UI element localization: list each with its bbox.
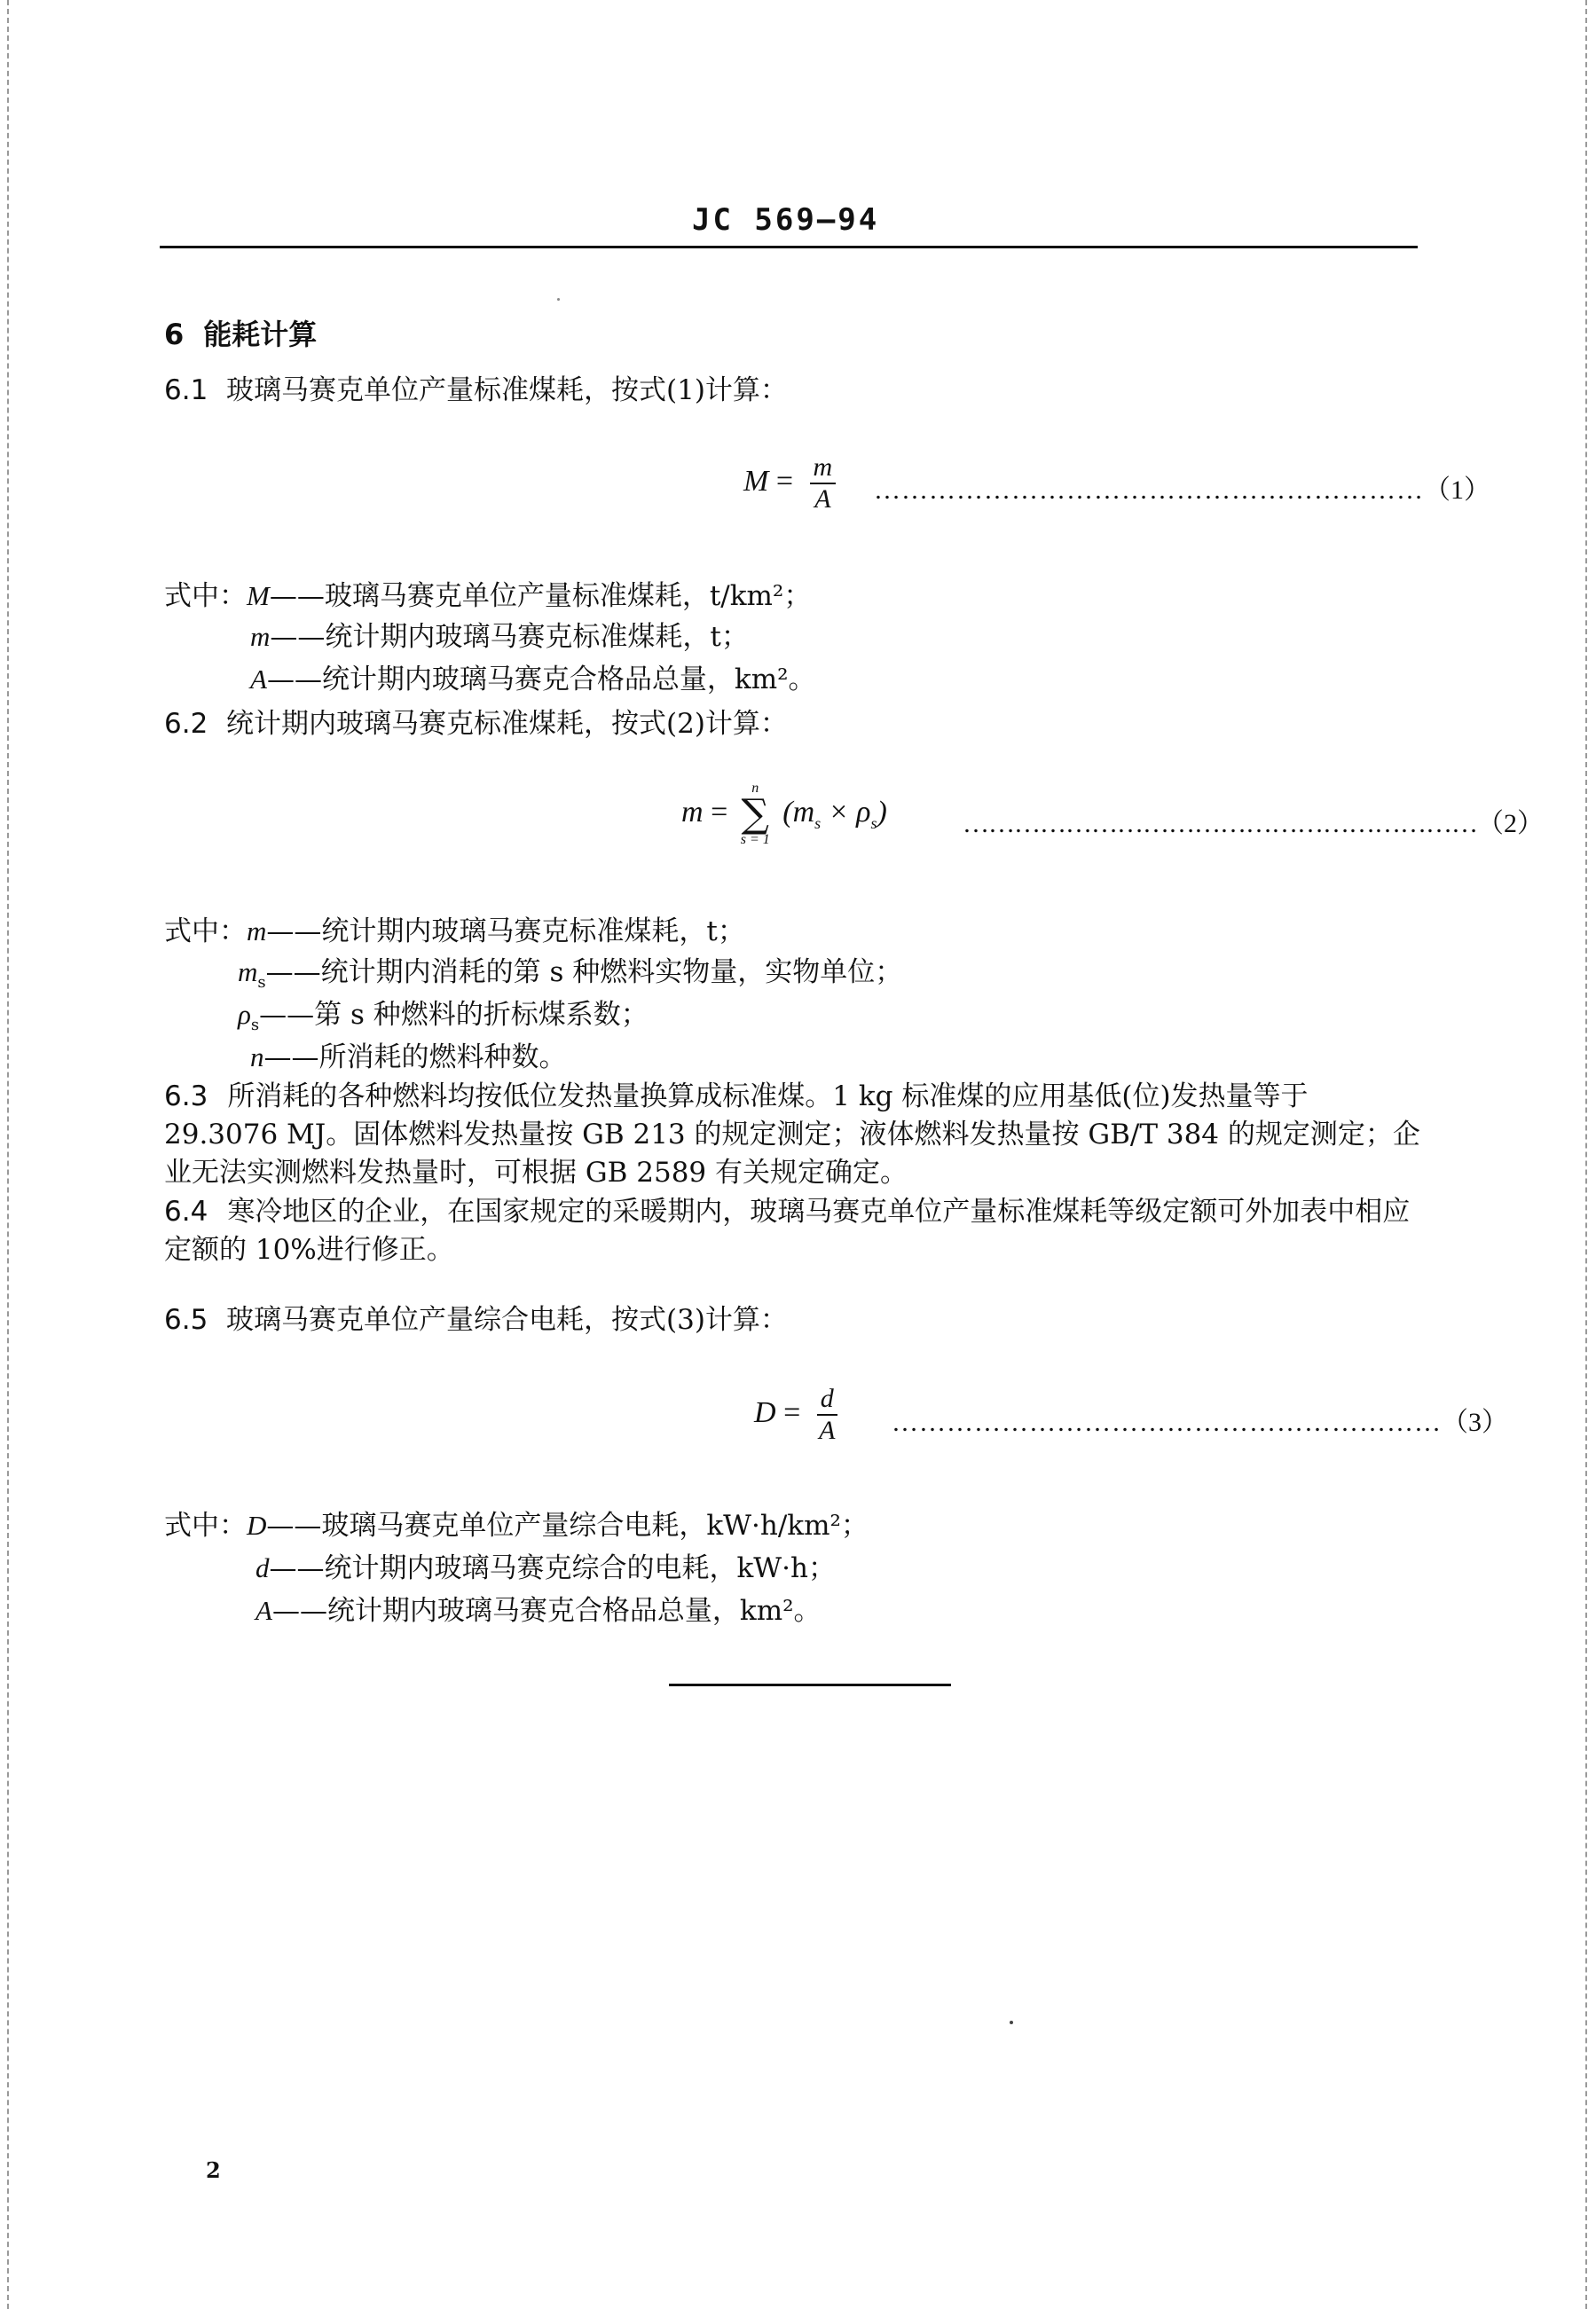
eq3-lhs: D — [754, 1395, 776, 1429]
end-of-text-rule — [669, 1684, 951, 1686]
defs-label: 式中： — [164, 915, 247, 947]
eq1-lhs: M — [743, 464, 769, 498]
definition: ——统计期内玻璃马赛克合格品总量，km²。 — [271, 1595, 822, 1627]
definition: ——统计期内玻璃马赛克合格品总量，km²。 — [266, 664, 816, 695]
clause-text: 玻璃马赛克单位产量综合电耗，按式(3)计算： — [226, 1304, 788, 1336]
leader-dots: …………………………………………………… — [892, 1408, 1442, 1437]
defs1-line-2 — [250, 619, 749, 655]
eq3-tag: （3） — [1442, 1408, 1508, 1437]
eq1-denominator: A — [814, 484, 831, 514]
clause-number: 6.5 — [164, 1304, 208, 1336]
clause-number: 6.1 — [164, 374, 208, 406]
header-rule — [160, 246, 1418, 248]
clause-6-3 — [164, 1078, 1424, 1192]
defs3-line-3 — [256, 1593, 822, 1629]
symbol: m — [247, 915, 267, 946]
symbol-sub: s — [257, 973, 266, 993]
section-title: 能耗计算 — [203, 318, 318, 351]
equation-2 — [681, 782, 887, 846]
definition: ——第 s 种燃料的折标煤系数； — [259, 999, 649, 1031]
defs1-line-1 — [164, 578, 811, 614]
scan-speck — [1010, 2021, 1013, 2024]
defs2-line-3 — [238, 997, 649, 1043]
definition: ——所消耗的燃料种数。 — [263, 1041, 567, 1073]
clause-number: 6.4 — [164, 1196, 208, 1228]
symbol-sub: s — [250, 1016, 260, 1035]
symbol: n — [250, 1041, 264, 1072]
eq2-equals: = — [711, 795, 728, 829]
eq2-open: (m — [782, 795, 815, 829]
eq2-number-line — [963, 801, 1544, 840]
eq2-sub-2: s — [870, 813, 877, 832]
eq1-equals: = — [775, 464, 794, 498]
leader-dots: …………………………………………………… — [874, 475, 1424, 505]
clause-number: 6.3 — [164, 1080, 208, 1112]
definition: ——统计期内玻璃马赛克标准煤耗，t； — [266, 915, 745, 947]
eq2-body — [782, 795, 887, 832]
eq2-lhs: m — [681, 795, 704, 829]
standard-code: JC 569—94 — [692, 202, 880, 238]
section-heading — [164, 312, 317, 353]
symbol: M — [247, 580, 270, 611]
equation-3 — [754, 1384, 837, 1446]
eq2-close: ) — [877, 795, 887, 829]
eq3-numerator: d — [817, 1384, 837, 1416]
symbol: d — [256, 1552, 270, 1583]
clause-6-1 — [164, 373, 788, 408]
eq1-fraction — [810, 452, 837, 514]
section-number: 6 — [164, 318, 185, 351]
clause-text: 统计期内玻璃马赛克标准煤耗，按式(2)计算： — [226, 708, 788, 740]
defs-label: 式中： — [164, 1510, 247, 1542]
scan-speck — [557, 298, 560, 301]
page-number: 2 — [206, 2157, 221, 2183]
clause-text: 寒冷地区的企业，在国家规定的采暖期内，玻璃马赛克单位产量标准煤耗等级定额可外加表中相应定额的 10%进行修正。 — [164, 1196, 1411, 1266]
eq3-equals: = — [783, 1395, 801, 1429]
summation — [741, 782, 770, 846]
equation-1 — [743, 452, 836, 514]
defs3-line-1 — [164, 1508, 869, 1543]
clause-6-5 — [164, 1302, 788, 1338]
symbol: A — [250, 664, 267, 695]
eq2-sub-1: s — [814, 813, 822, 832]
defs2-line-2 — [238, 954, 902, 1001]
symbol: m — [238, 956, 258, 987]
clause-text: 所消耗的各种燃料均按低位发热量换算成标准煤。1 kg 标准煤的应用基低(位)发热量等于 29.3076 MJ。固体燃料发热量按 GB 213 的规定测定；液体燃料发热量按 GB/T 384 的规定测定；企业无法实测燃料发热量时，可根据 GB 2589 有关规定确定。 — [164, 1080, 1420, 1189]
symbol: ρ — [238, 999, 251, 1030]
definition: ——统计期内玻璃马赛克综合的电耗，kW·h； — [269, 1552, 836, 1584]
defs-label: 式中： — [164, 580, 247, 612]
scan-edge-right — [1585, 0, 1587, 2309]
sum-upper-limit: n — [751, 781, 759, 796]
definition: ——统计期内玻璃马赛克标准煤耗，t； — [270, 621, 749, 653]
clause-text: 玻璃马赛克单位产量标准煤耗，按式(1)计算： — [226, 374, 788, 406]
defs3-line-2 — [256, 1551, 836, 1586]
eq3-number-line — [892, 1400, 1508, 1439]
sigma-icon: ∑ — [741, 791, 769, 836]
defs1-line-3 — [250, 662, 816, 697]
clause-6-2 — [164, 706, 788, 742]
eq3-denominator: A — [819, 1416, 836, 1445]
eq2-tag: （2） — [1477, 809, 1544, 838]
scan-edge-left — [7, 0, 9, 2309]
leader-dots: …………………………………………………… — [963, 809, 1477, 838]
sum-lower-limit: s = 1 — [740, 832, 770, 847]
definition: ——统计期内消耗的第 s 种燃料实物量，实物单位； — [265, 956, 903, 988]
defs2-line-1 — [164, 914, 745, 949]
eq1-numerator: m — [810, 452, 837, 484]
symbol: m — [250, 621, 271, 652]
eq1-number-line — [874, 467, 1490, 507]
symbol: D — [247, 1510, 267, 1541]
defs2-line-4 — [250, 1040, 567, 1075]
eq3-fraction — [817, 1384, 837, 1446]
definition: ——玻璃马赛克单位产量综合电耗，kW·h/km²； — [266, 1510, 869, 1542]
clause-number: 6.2 — [164, 708, 208, 740]
symbol: A — [256, 1595, 272, 1626]
clause-6-4 — [164, 1193, 1424, 1269]
definition: ——玻璃马赛克单位产量标准煤耗，t/km²； — [269, 580, 812, 612]
eq1-tag: （1） — [1424, 475, 1490, 505]
eq2-times-rho: × ρ — [821, 795, 871, 829]
